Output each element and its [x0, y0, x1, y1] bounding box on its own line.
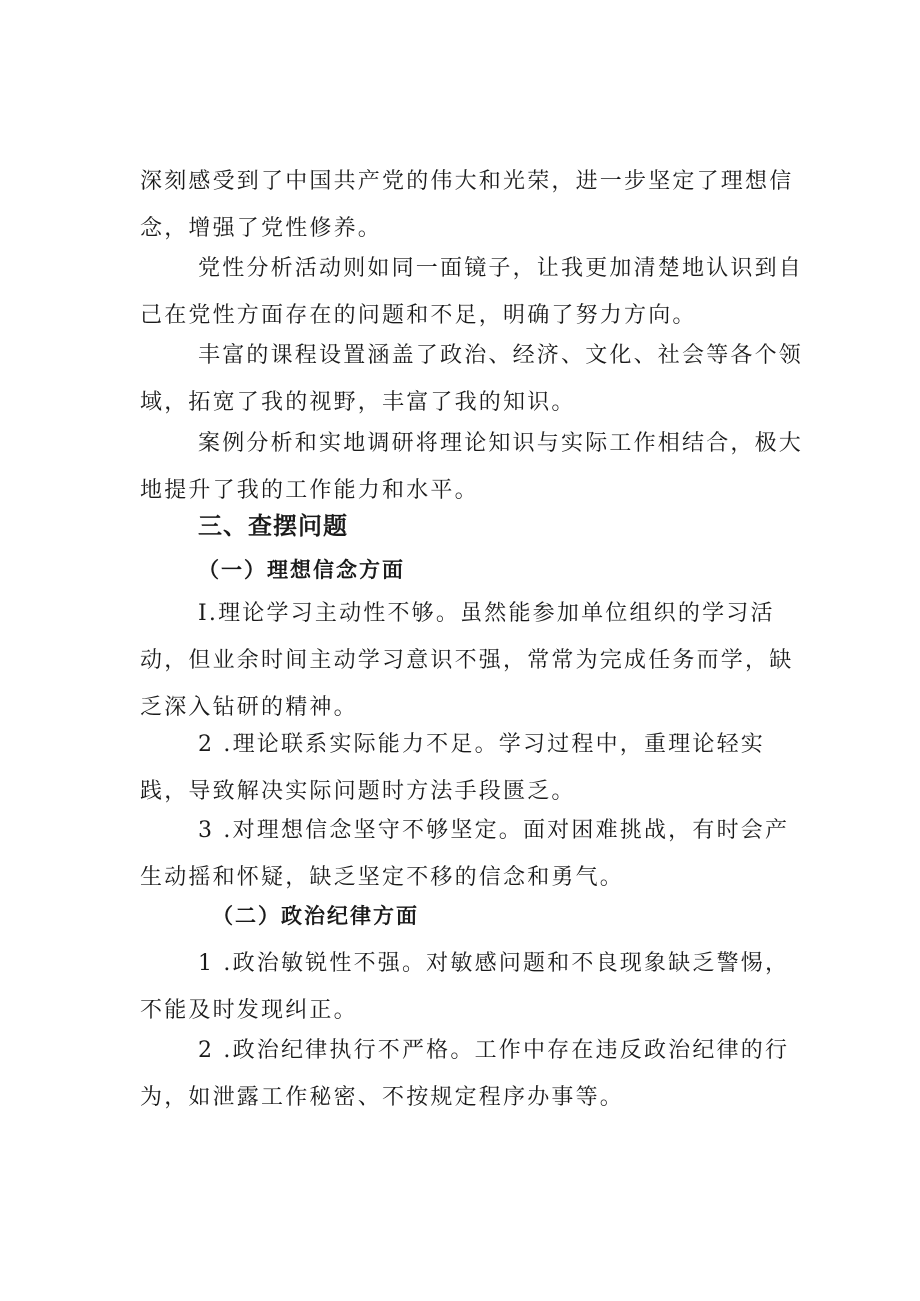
section-heading-3: 三、查摆问题 [198, 512, 348, 540]
subsection-heading-2: （二）政治纪律方面 [212, 903, 419, 928]
paragraph-2: 党性分析活动则如同一面镜子，让我更加清楚地认识到自己在党性方面存在的问题和不足，明确了努力方向。 [140, 256, 804, 328]
list-item-1-1: I.理论学习主动性不够。虽然能参加单位组织的学习活动，但业余时间主动学习意识不强，常常为完成任务而学，缺乏深入钻研的精神。 [140, 601, 794, 720]
paragraph-1: 深刻感受到了中国共产党的伟大和光荣，进一步坚定了理想信念，增强了党性修养。 [140, 169, 794, 241]
paragraph-3: 丰富的课程设置涵盖了政治、经济、文化、社会等各个领域，拓宽了我的视野，丰富了我的知识。 [140, 343, 804, 415]
list-item-2-1: 1 .政治敏锐性不强。对敏感问题和不良现象缺乏警惕，不能及时发现纠正。 [140, 951, 790, 1023]
list-item-2-2: 2 .政治纪律执行不严格。工作中存在违反政治纪律的行为，如泄露工作秘密、不按规定程序办事等。 [140, 1038, 790, 1110]
list-item-1-2: 2 .理论联系实际能力不足。学习过程中，重理论轻实践，导致解决实际问题时方法手段匮乏。 [140, 732, 765, 804]
list-item-1-3: 3 .对理想信念坚守不够坚定。面对困难挑战，有时会产生动摇和怀疑，缺乏坚定不移的信念和勇气。 [140, 818, 790, 890]
paragraph-4: 案例分析和实地调研将理论知识与实际工作相结合，极大地提升了我的工作能力和水平。 [140, 431, 804, 503]
subsection-heading-1: （一）理想信念方面 [198, 557, 405, 582]
